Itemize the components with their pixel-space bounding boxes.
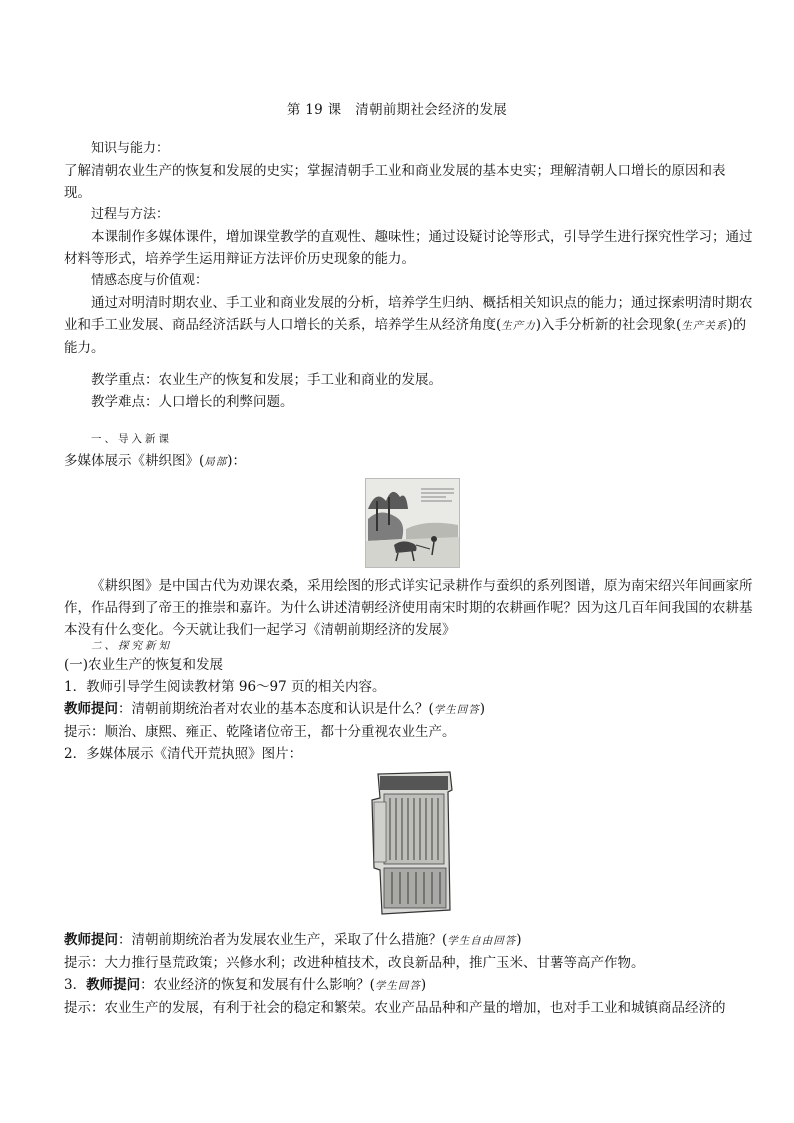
question-1-end: ) [479,701,486,717]
question-2-note: 学生自由回答 [447,935,517,947]
section-intro-paragraph [64,575,758,641]
question-3-end: ) [420,977,427,993]
question-2-label: 教师提问 [64,932,118,948]
teaching-difficulty: 教学难点：人口增长的利弊问题。 [91,394,294,410]
question-1-label: 教师提问 [64,701,118,717]
emotion-text-line-3: 能力。 [64,340,105,356]
item-1: 1．教师引导学生阅读教材第 96～97 页的相关内容。 [64,679,386,695]
land-reclamation-license-illustration [370,770,454,916]
knowledge-heading: 知识与能力： [91,141,170,156]
question-2-end: ) [516,932,522,948]
question-3-text: ：农业经济的恢复和发展有什么影响？( [140,977,375,993]
question-3-note: 学生回答 [374,980,421,992]
emotion-text-2a: 业和手工业发展、商品经济活跃与人口增长的关系，培养学生从经济角度( [64,317,502,333]
emotion-text-2c: )入手分析新的社会现象( [535,317,682,333]
question-2-text: ：清朝前期统治者为发展农业生产，采取了什么措施？( [118,932,448,948]
emotion-text-line-2 [64,314,758,337]
knowledge-text-line-2: 现。 [64,185,91,201]
item-2: 2．多媒体展示《清代开荒执照》图片： [64,746,303,762]
media-line-c: )： [227,453,247,469]
media-line-a: 多媒体展示《耕织图》( [64,453,205,469]
gengzhi-painting-image [365,478,460,568]
section-explore [64,638,758,765]
question-1-text: ：清朝前期统治者对农业的基本态度和认识是什么？( [118,701,434,717]
page-title: 第 19 课 清朝前期社会经济的发展 [286,102,508,118]
item-3-prefix: 3． [64,977,87,993]
hint-1: 提示：顺治、康熙、雍正、乾隆诸位帝王，都十分重视农业生产。 [64,724,456,740]
question-2 [64,929,758,952]
question-1 [64,698,758,721]
land-reclamation-license-image [370,770,454,916]
knowledge-text-line-1: 了解清朝农业生产的恢复和发展的史实；掌握清朝手工业和商业发展的基本史实；理解清朝人口增长的原因和表 [64,163,726,179]
productivity-note: 生产力 [501,320,536,332]
sub-heading-agriculture: (一)农业生产的恢复和发展 [64,657,224,673]
process-heading: 过程与方法： [91,207,170,222]
question-1-note: 学生回答 [433,704,480,716]
media-line [64,450,758,473]
section-intro-heading: 一、导入新课 [91,433,172,445]
gengzhi-painting-illustration [366,479,459,567]
hint-3: 提示：农业生产的发展，有利于社会的稳定和繁荣。农业产品品种和产量的增加，也对手工业和城镇商品经济的 [64,1000,726,1016]
question-3-label: 教师提问 [86,977,141,993]
section-intro [64,428,758,473]
emotion-text-line-1: 通过对明清时期农业、手工业和商业发展的分析，培养学生归纳、概括相关知识点的能力；通过探索明清时期农 [91,295,753,311]
item-3 [64,974,758,997]
key-points-section [64,369,758,413]
section-explore-heading: 二、探究新知 [91,640,172,652]
objectives-section [64,138,758,359]
teaching-focus: 教学重点：农业生产的恢复和发展；手工业和商业的发展。 [91,372,442,388]
relations-note: 生产关系 [681,320,728,332]
intro-para-line-2: 作，作品得到了帝王的推崇和嘉许。为什么讲述清朝经济使用南宋时期的农耕画作呢？因为这几百年间我国的农耕基 [64,600,753,616]
section-explore-continued [64,929,758,1019]
process-text-line-1: 本课制作多媒体课件，增加课堂教学的直观性、趣味性；通过设疑讨论等形式，引导学生进行探究性学习；通过 [91,229,753,245]
emotion-text-2e: )的 [727,317,747,333]
intro-para-line-3: 本没有什么变化。今天就让我们一起学习《清朝前期经济的发展》 [64,622,456,638]
process-text-line-2: 材料等形式，培养学生运用辩证方法评价历史现象的能力。 [64,251,415,267]
emotion-heading: 情感态度与价值观： [91,273,209,288]
media-line-note: 局部 [204,456,228,468]
intro-para-line-1: 《耕织图》是中国古代为劝课农桑，采用绘图的形式详实记录耕作与蚕织的系列图谱，原为南宋绍兴年间画家所 [91,578,753,594]
hint-2: 提示：大力推行垦荒政策；兴修水利；改进种植技术，改良新品种，推广玉米、甘薯等高产作物。 [64,955,645,971]
